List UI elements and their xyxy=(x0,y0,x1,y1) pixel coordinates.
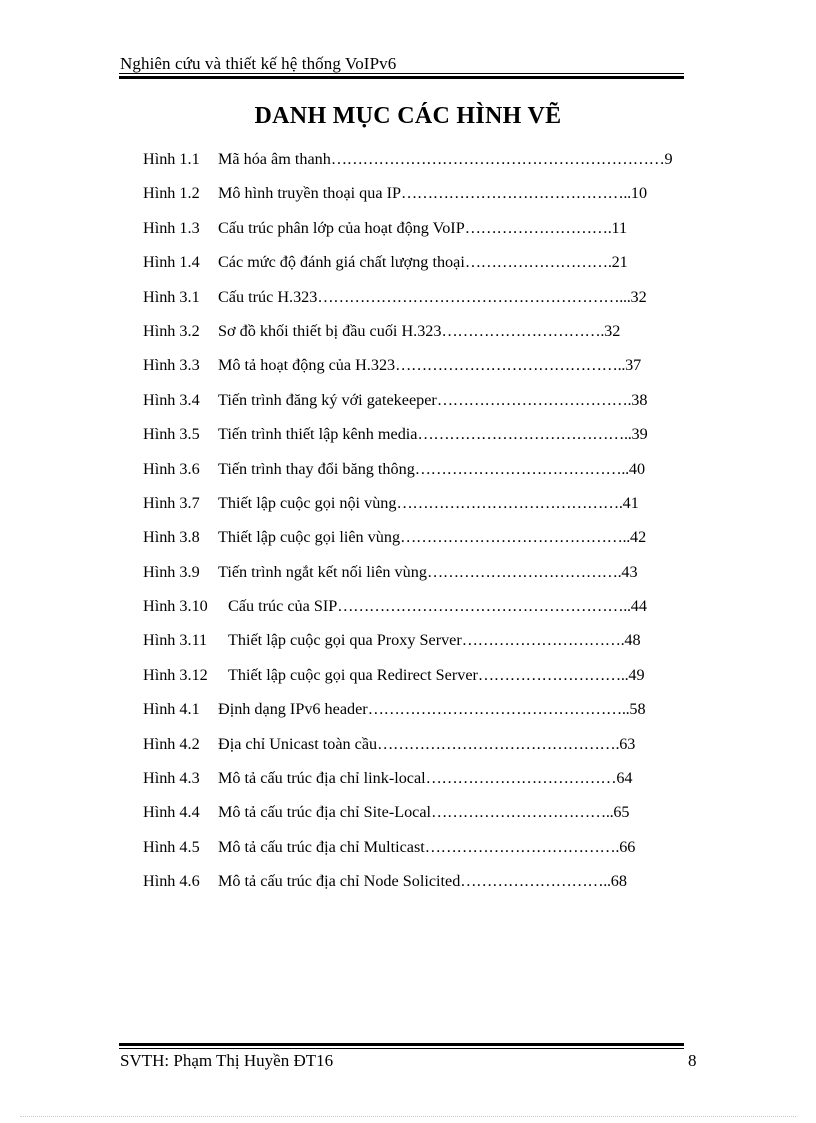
dot-leader: ………………………………. xyxy=(436,390,632,409)
figure-entry xyxy=(143,248,723,282)
figure-number: Hình 3.3 xyxy=(143,356,200,375)
footer-rule-thin xyxy=(119,1048,684,1049)
figure-page-number: 32 xyxy=(630,287,647,306)
dot-leader: …………………………………….. xyxy=(401,184,631,203)
figure-page-number: 11 xyxy=(611,218,628,237)
figure-number: Hình 3.8 xyxy=(143,528,200,547)
figure-number: Hình 3.1 xyxy=(143,287,200,306)
figure-title: Thiết lập cuộc gọi qua Redirect Server xyxy=(228,665,478,684)
figure-title: Mô tả cấu trúc địa chỉ link-local xyxy=(218,769,426,788)
figure-entry xyxy=(143,179,723,213)
figure-number: Hình 4.1 xyxy=(143,700,200,719)
figure-entry xyxy=(143,592,723,626)
dot-leader: …………………………. xyxy=(441,321,605,340)
figure-entry xyxy=(143,283,723,317)
figure-title: Mô hình truyền thoại qua IP xyxy=(218,184,401,203)
figure-number: Hình 3.5 xyxy=(143,425,200,444)
dot-leader: ………………………………………….. xyxy=(367,700,630,719)
figure-title: Mô tả cấu trúc địa chỉ Multicast xyxy=(218,837,425,856)
page-title: DANH MỤC CÁC HÌNH VẼ xyxy=(254,103,562,129)
figure-title: Địa chỉ Unicast toàn cầu xyxy=(218,734,378,753)
figure-list xyxy=(143,145,723,902)
figure-title: Thiết lập cuộc gọi nội vùng xyxy=(218,493,397,512)
figure-entry xyxy=(143,626,723,660)
figure-entry xyxy=(143,867,723,901)
figure-entry xyxy=(143,317,723,351)
figure-entry xyxy=(143,351,723,385)
figure-number: Hình 3.10 xyxy=(143,597,208,616)
page-edge-dotted-border xyxy=(20,1116,796,1117)
header-rule-thin xyxy=(119,73,684,74)
figure-entry xyxy=(143,730,723,764)
dot-leader: ………………………………….. xyxy=(414,459,629,478)
figure-number: Hình 3.11 xyxy=(143,631,208,650)
figure-number: Hình 4.6 xyxy=(143,872,200,891)
dot-leader: ………………………………………. xyxy=(377,734,620,753)
page-number: 8 xyxy=(688,1051,697,1070)
dot-leader: ………………………………….. xyxy=(417,425,632,444)
dot-leader: …………………………. xyxy=(461,631,625,650)
figure-entry xyxy=(143,523,723,557)
figure-number: Hình 3.7 xyxy=(143,493,200,512)
dot-leader: ……………………………………………………… xyxy=(330,150,665,168)
figure-number: Hình 3.4 xyxy=(143,390,200,409)
figure-page-number: 64 xyxy=(616,769,633,788)
figure-title: Cấu trúc H.323 xyxy=(218,287,318,306)
figure-page-number: 9 xyxy=(664,150,673,168)
dot-leader: ……………………………………. xyxy=(396,493,623,512)
figure-page-number: 44 xyxy=(630,597,647,616)
dot-leader: ………………………. xyxy=(464,253,612,272)
figure-entry xyxy=(143,661,723,695)
figure-entry xyxy=(143,798,723,832)
dot-leader: …………………………………….. xyxy=(395,356,626,375)
figure-page-number: 39 xyxy=(631,425,648,444)
figure-number: Hình 3.2 xyxy=(143,321,200,340)
figure-page-number: 38 xyxy=(631,390,648,409)
figure-entry xyxy=(143,489,723,523)
figure-number: Hình 1.1 xyxy=(143,150,200,168)
figure-number: Hình 1.4 xyxy=(143,253,200,272)
dot-leader: …………………………………………………... xyxy=(317,287,631,306)
dot-leader: …………………………………….. xyxy=(400,528,630,547)
figure-title: Tiến trình thiết lập kênh media xyxy=(218,425,418,444)
figure-page-number: 41 xyxy=(622,493,639,512)
figure-page-number: 10 xyxy=(630,184,648,203)
footer-author: SVTH: Phạm Thị Huyền ĐT16 xyxy=(120,1051,334,1070)
figure-title: Mã hóa âm thanh xyxy=(218,150,331,168)
figure-page-number: 58 xyxy=(629,700,646,719)
figure-entry xyxy=(143,833,723,867)
figure-title: Cấu trúc của SIP xyxy=(228,597,338,616)
figure-page-number: 42 xyxy=(629,528,647,547)
header-rule-thick xyxy=(119,76,684,79)
footer-rule-thick xyxy=(119,1043,684,1046)
figure-page-number: 49 xyxy=(628,665,645,684)
dot-leader: ………………………………. xyxy=(426,562,622,581)
figure-page-number: 32 xyxy=(604,321,621,340)
figure-entry xyxy=(143,695,723,729)
figure-entry xyxy=(143,420,723,454)
figure-entry xyxy=(143,558,723,592)
figure-entry xyxy=(143,386,723,420)
figure-page-number: 43 xyxy=(621,562,638,581)
dot-leader: ………………………………. xyxy=(424,837,620,856)
figure-title: Sơ đồ khối thiết bị đầu cuối H.323 xyxy=(218,321,442,340)
dot-leader: ………………………. xyxy=(464,218,612,237)
figure-number: Hình 4.5 xyxy=(143,837,200,856)
dot-leader: ……………………….. xyxy=(477,665,629,684)
figure-title: Tiến trình đăng ký với gatekeeper xyxy=(218,390,437,409)
figure-title: Cấu trúc phân lớp của hoạt động VoIP xyxy=(218,218,465,237)
figure-title: Tiến trình ngắt kết nối liên vùng xyxy=(218,562,427,581)
figure-number: Hình 3.6 xyxy=(143,459,200,478)
running-header: Nghiên cứu và thiết kế hệ thống VoIPv6 xyxy=(120,54,397,73)
figure-page-number: 37 xyxy=(625,356,642,375)
figure-title: Thiết lập cuộc gọi liên vùng xyxy=(218,528,401,547)
figure-number: Hình 4.3 xyxy=(143,769,200,788)
figure-page-number: 48 xyxy=(624,631,641,650)
figure-page-number: 66 xyxy=(619,837,636,856)
dot-leader: …………………………….. xyxy=(431,803,614,822)
figure-page-number: 68 xyxy=(610,872,627,891)
figure-number: Hình 3.9 xyxy=(143,562,200,581)
figure-title: Tiến trình thay đổi băng thông xyxy=(218,459,415,478)
figure-number: Hình 4.2 xyxy=(143,734,200,753)
dot-leader: ……………………………………………….. xyxy=(337,597,631,616)
figure-page-number: 63 xyxy=(619,734,636,753)
figure-title: Các mức độ đánh giá chất lượng thoại xyxy=(218,253,465,272)
figure-entry xyxy=(143,455,723,489)
figure-number: Hình 3.12 xyxy=(143,665,208,684)
dot-leader: ……………………………… xyxy=(425,769,617,788)
figure-number: Hình 1.3 xyxy=(143,218,200,237)
figure-title: Thiết lập cuộc gọi qua Proxy Server xyxy=(228,631,462,650)
figure-title: Mô tả cấu trúc địa chỉ Node Solicited xyxy=(218,872,461,891)
dot-leader: ……………………….. xyxy=(460,872,611,891)
figure-entry xyxy=(143,214,723,248)
figure-page-number: 21 xyxy=(611,253,628,272)
figure-number: Hình 4.4 xyxy=(143,803,200,822)
figure-page-number: 40 xyxy=(628,459,646,478)
figure-title: Mô tả hoạt động của H.323 xyxy=(218,356,396,375)
figure-title: Mô tả cấu trúc địa chỉ Site-Local xyxy=(218,803,432,822)
figure-number: Hình 1.2 xyxy=(143,184,200,203)
figure-entry xyxy=(143,764,723,798)
figure-page-number: 65 xyxy=(613,803,630,822)
figure-title: Định dạng IPv6 header xyxy=(218,700,368,719)
figure-entry xyxy=(143,145,723,179)
